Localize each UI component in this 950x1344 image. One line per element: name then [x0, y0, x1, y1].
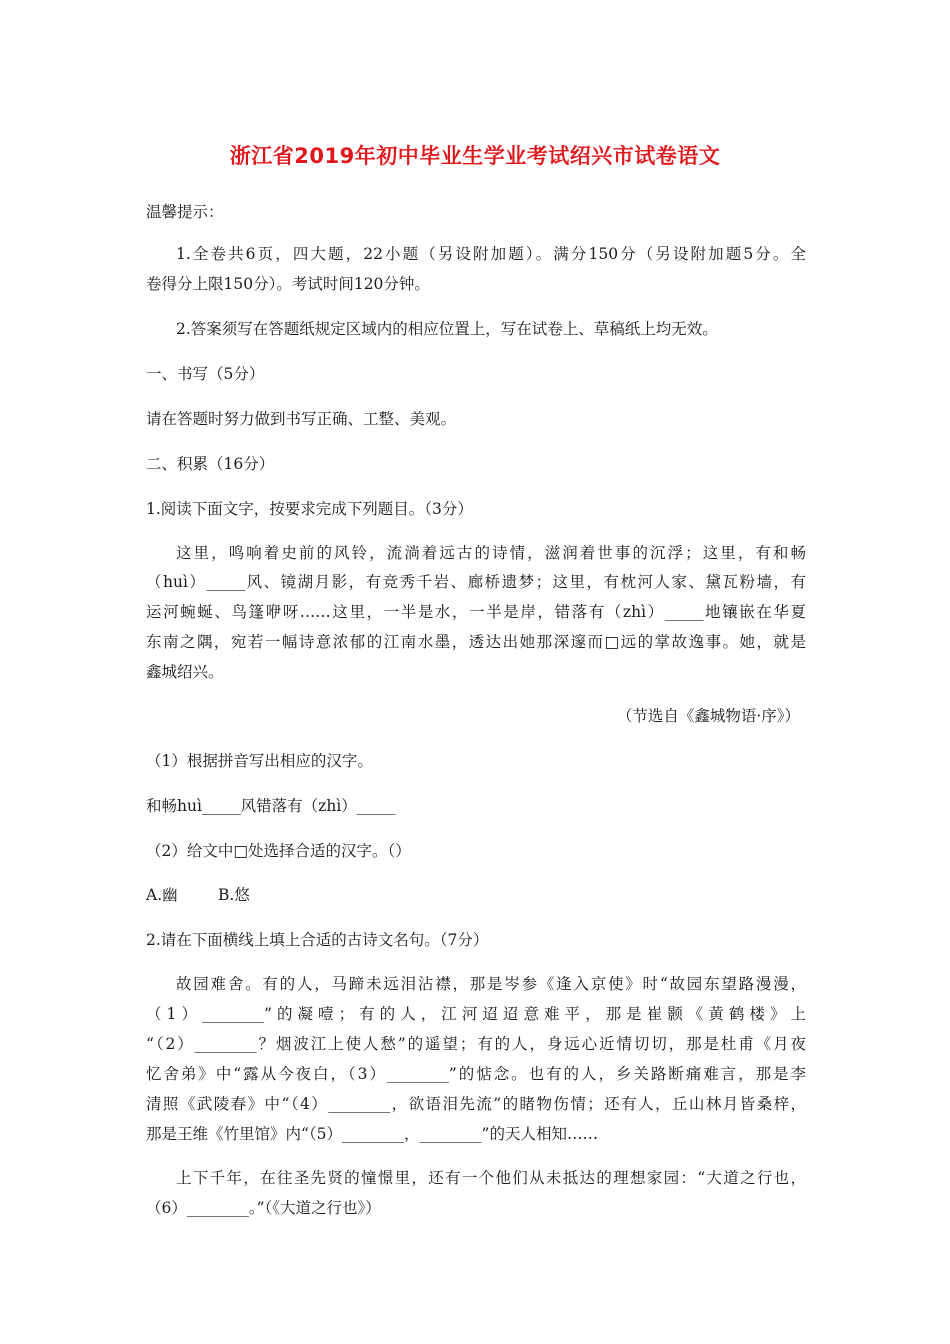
q1-passage-line: 运河蜿蜒、鸟篷咿呀……这里，一半是水，一半是岸，错落有（zhì）_____地镶嵌在华夏	[146, 603, 806, 621]
q2-passage-line: 那是王维《竹里馆》内“（5）________，________”的天人相知……	[146, 1125, 598, 1143]
tips-item1-line1: 1.全卷共6页，四大题，22小题（另设附加题）。满分150分（另设附加题5分。全	[176, 245, 806, 263]
q2-passage-line: 忆舍弟》中“露从今夜白，（3）________”的惦念。也有的人，乡关路断痛难言，那是李	[146, 1065, 806, 1083]
q2-passage-line: （1）________”的凝噎；有的人，江河迢迢意难平，那是崔颢《黄鹤楼》上	[146, 1005, 806, 1023]
tips-heading: 温馨提示：	[146, 203, 224, 221]
section1-heading: 一、书写（5分）	[146, 365, 265, 383]
q2-passage2-line: （6）________。”（《大道之行也》）	[146, 1199, 381, 1217]
q1-source: （节选自《鑫城物语·序》）	[616, 707, 800, 725]
q1-stem: 1.阅读下面文字，按要求完成下列题目。（3分）	[146, 500, 473, 518]
tips-item1-line2: 卷得分上限150分）。考试时间120分钟。	[146, 275, 430, 293]
q2-passage-line: 清照《武陵春》中“（4）________，欲语泪先流”的睹物伤情；还有人，丘山林月皆桑梓，	[146, 1095, 806, 1113]
q1-passage-line: 这里，鸣响着史前的风铃，流淌着远古的诗情，滋润着世事的沉浮；这里，有和畅	[176, 544, 806, 562]
q1-option-a: A.幽	[146, 886, 178, 904]
tips-item2: 2.答案须写在答题纸规定区域内的相应位置上，写在试卷上、草稿纸上均无效。	[176, 320, 718, 338]
q2-passage-line: 故园难舍。有的人，马蹄未远泪沾襟，那是岑参《逢入京使》时“故园东望路漫漫，	[176, 975, 806, 993]
q1-sub1: （1）根据拼音写出相应的汉字。	[146, 752, 373, 770]
exam-title: 浙江省2019年初中毕业生学业考试绍兴市试卷语文	[229, 144, 721, 168]
q1-passage-line: 鑫城绍兴。	[146, 663, 224, 681]
q1-option-b: B.悠	[218, 886, 250, 904]
q2-stem: 2.请在下面横线上填上合适的古诗文名句。（7分）	[146, 931, 489, 949]
section1-text: 请在答题时努力做到书写正确、工整、美观。	[146, 410, 457, 428]
q2-passage2-line: 上下千年，在往圣先贤的憧憬里，还有一个他们从未抵达的理想家园：“大道之行也，	[176, 1169, 806, 1187]
section2-heading: 二、积累（16分）	[146, 455, 275, 473]
q1-passage-line: （huì）_____风、镜湖月影，有竞秀千岩、廊桥遗梦；这里，有枕河人家、黛瓦粉墙，有	[146, 573, 806, 591]
q2-passage-line: “（2）________？烟波江上使人愁”的遥望；有的人，身远心近情切切，那是杜甫《月夜	[146, 1035, 806, 1053]
q1-sub2: （2）给文中□处选择合适的汉字。（）	[146, 842, 411, 860]
q1-sub1-blanks: 和畅huì_____风错落有（zhì）_____	[146, 797, 396, 815]
q1-passage-line: 东南之隅，宛若一幅诗意浓郁的江南水墨，透达出她那深邃而□远的掌故逸事。她，就是	[146, 633, 806, 651]
